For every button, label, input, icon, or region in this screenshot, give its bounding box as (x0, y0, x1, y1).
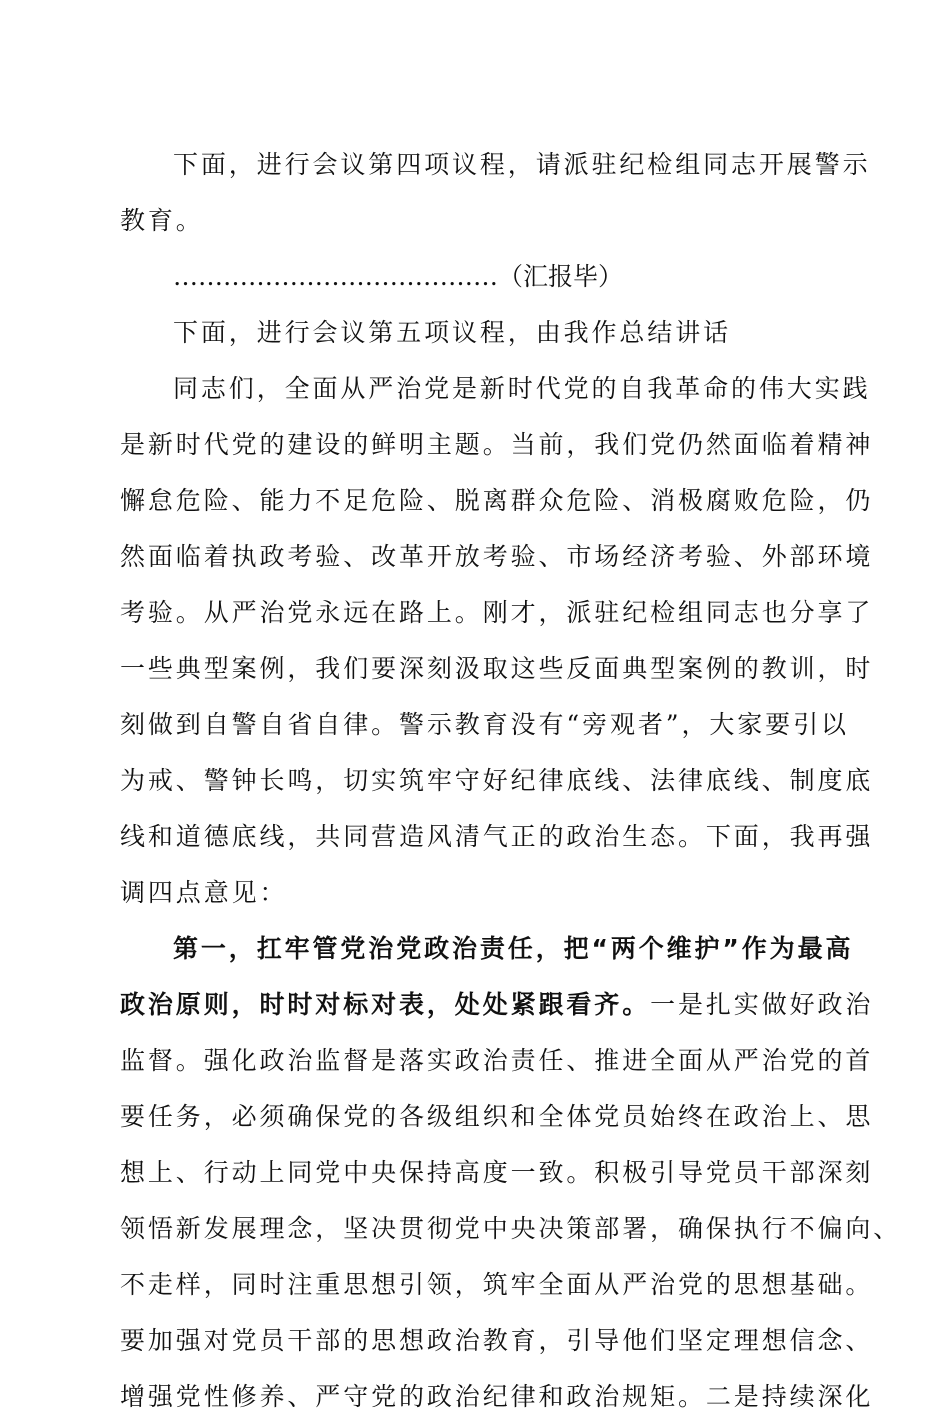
paragraph-line: 领悟新发展理念，坚决贯彻党中央决策部署，确保执行不偏向、 (120, 1214, 902, 1243)
document-body (120, 137, 902, 1425)
paragraph-line: 要加强对党员干部的思想政治教育，引导他们坚定理想信念、 (120, 1326, 874, 1355)
paragraph-line: 不走样，同时注重思想引领，筑牢全面从严治党的思想基础。 (120, 1270, 874, 1299)
paragraph-line: 考验。从严治党永远在路上。刚才，派驻纪检组同志也分享了 (120, 598, 874, 627)
paragraph-line: 是新时代党的建设的鲜明主题。当前，我们党仍然面临着精神 (120, 430, 874, 459)
paragraph-line: 线和道德底线，共同营造风清气正的政治生态。下面，我再强 (120, 822, 874, 851)
paragraph-line: 监督。强化政治监督是落实政治责任、推进全面从严治党的首 (120, 1046, 874, 1075)
paragraph-line: 下面，进行会议第四项议程，请派驻纪检组同志开展警示 (173, 150, 871, 179)
paragraph-line: 教育。 (120, 206, 204, 235)
paragraph-line (120, 977, 874, 1033)
paragraph-line: 想上、行动上同党中央保持高度一致。积极引导党员干部深刻 (120, 1158, 874, 1187)
section-heading-line: 第一，扛牢管党治党政治责任，把“两个维护”作为最高 (173, 934, 854, 963)
paragraph-line: 同志们，全面从严治党是新时代党的自我革命的伟大实践 (173, 374, 871, 403)
paragraph-line: 调四点意见： (120, 878, 288, 907)
section-heading-continuation: 政治原则，时时对标对表，处处紧跟看齐。 (120, 990, 651, 1019)
paragraph-line: 一些典型案例，我们要深刻汲取这些反面典型案例的教训，时 (120, 654, 874, 683)
paragraph-line: 增强党性修养、严守党的政治纪律和政治规矩。二是持续深化 (120, 1382, 874, 1411)
paragraph-line: 刻做到自警自省自律。警示教育没有“旁观者”，大家要引以 (120, 710, 849, 739)
paragraph-line: 要任务，必须确保党的各级组织和全体党员始终在政治上、思 (120, 1102, 874, 1131)
paragraph-line: 然面临着执政考验、改革开放考验、市场经济考验、外部环境 (120, 542, 874, 571)
paragraph-line: 为戒、警钟长鸣，切实筑牢守好纪律底线、法律底线、制度底 (120, 766, 874, 795)
paragraph-line: 下面，进行会议第五项议程，由我作总结讲话 (173, 318, 732, 347)
report-end-marker: …………………………………（汇报毕） (173, 262, 624, 291)
paragraph-line: 懈怠危险、能力不足危险、脱离群众危险、消极腐败危险，仍 (120, 486, 874, 515)
paragraph-text: 一是扎实做好政治 (650, 990, 874, 1019)
